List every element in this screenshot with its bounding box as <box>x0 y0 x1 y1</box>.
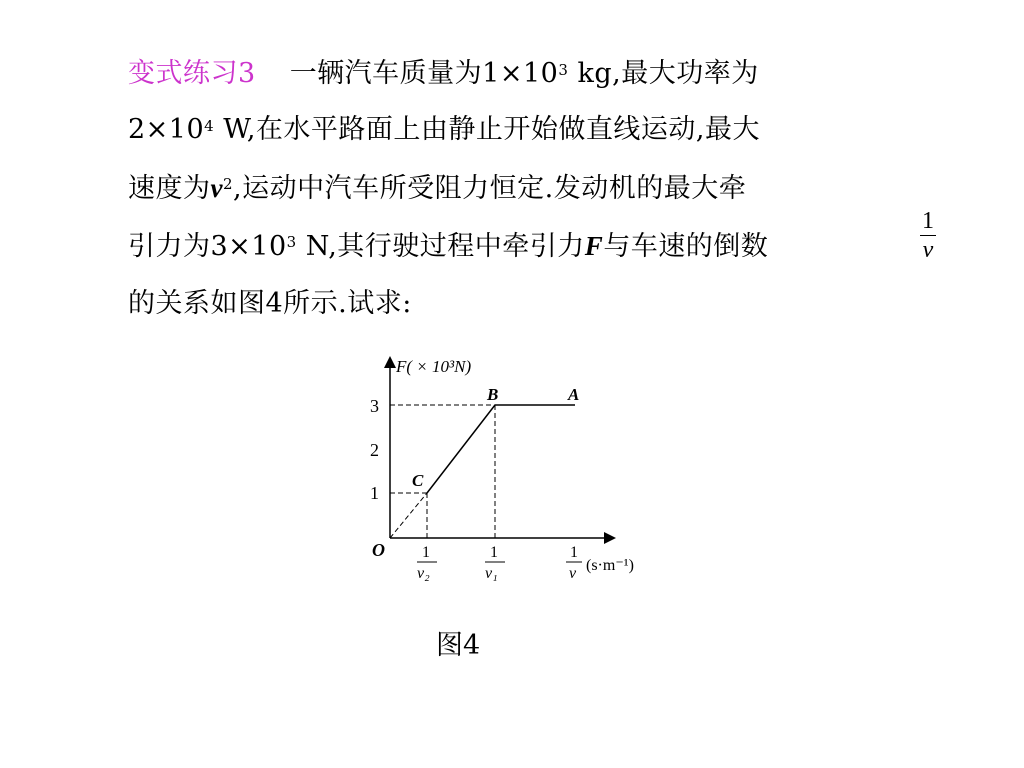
figure-caption: 图4 <box>436 630 481 661</box>
reciprocal-velocity-fraction <box>918 208 938 263</box>
line3-pre: 速度为 <box>128 173 211 204</box>
problem-line-3 <box>128 168 746 209</box>
velocity-subscript: 2 <box>222 175 234 193</box>
line4-exponent: 3 <box>286 233 297 251</box>
line4-pre: 引力为3×10 <box>128 231 287 262</box>
fraction-numerator: 1 <box>922 208 934 234</box>
origin-label: O <box>372 540 385 560</box>
line1-text: 一辆汽车质量为1×10 <box>289 58 559 89</box>
point-b-label: B <box>487 385 499 404</box>
velocity-symbol: v <box>210 173 223 203</box>
guide-line-origin-c <box>390 493 427 538</box>
x-tick-2-numerator: 1 <box>490 544 498 561</box>
x-axis-numerator: 1 <box>570 544 578 561</box>
segment-cb <box>427 405 495 493</box>
y-axis-label: F( × 10³N) <box>396 357 472 376</box>
y-tick-2: 2 <box>370 440 379 460</box>
force-symbol: F <box>584 231 604 261</box>
fraction-denominator: v <box>922 237 934 263</box>
problem-line-5 <box>128 284 412 324</box>
line5-text: 的关系如图4所示.试求: <box>128 288 412 319</box>
y-tick-1: 1 <box>370 483 379 503</box>
line3-tail: ,运动中汽车所受阻力恒定.发动机的最大牵 <box>233 173 747 204</box>
problem-line-2 <box>128 110 760 150</box>
problem-line-4 <box>128 226 768 267</box>
line1-tail: kg,最大功率为 <box>568 58 759 89</box>
x-axis-denominator: v <box>569 565 577 582</box>
point-c-label: C <box>412 471 424 490</box>
problem-line-1 <box>128 54 759 94</box>
x-tick-2-denominator: v₁ <box>485 565 498 582</box>
line2-pre: 2×10 <box>128 114 205 145</box>
point-a-label: A <box>568 385 580 404</box>
line2-tail: W,在水平路面上由静止开始做直线运动,最大 <box>214 114 760 145</box>
x-tick-1-numerator: 1 <box>422 544 430 561</box>
force-vs-reciprocal-velocity-graph <box>360 350 670 590</box>
exercise-label: 变式练习3 <box>128 58 256 89</box>
line2-exponent: 4 <box>204 117 215 135</box>
line1-exponent: 3 <box>558 61 569 79</box>
y-tick-3: 3 <box>370 396 379 416</box>
x-tick-1-denominator: v₂ <box>417 565 430 582</box>
line4-mid: N,其行驶过程中牵引力 <box>296 231 585 262</box>
line4-tail: 与车速的倒数 <box>603 231 769 262</box>
x-axis-unit: (s·m⁻¹) <box>586 557 634 574</box>
